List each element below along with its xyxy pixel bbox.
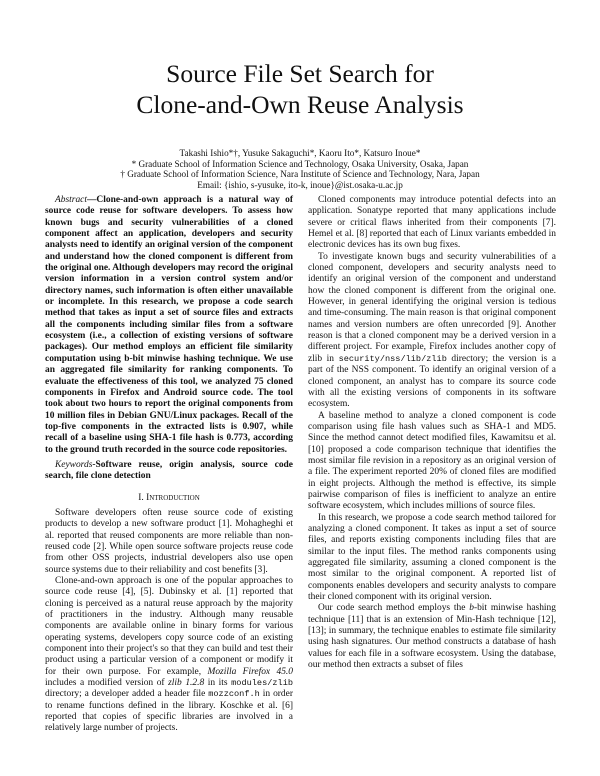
paragraph-text: Our code search method employs the xyxy=(318,603,470,614)
code-path: mozzconf.h xyxy=(208,689,260,700)
keywords xyxy=(45,460,293,483)
paragraph xyxy=(308,411,556,513)
paragraph-text: Clone-and-own approach is one of the popular approaches to source code reuse [4], [5]. Dubinsky et al. [1] reported that cloning is perceived as a natural reuse approach by the majority of practitioners in the industry. Although many reusable components are available online in binary forms for various operating systems, developers copy source code of an existing component into their project's so that they can build and test their product using a particular version of a component or modify it for their own purpose. For example, xyxy=(45,576,293,677)
paragraph xyxy=(45,508,293,576)
paragraph-text: directory; a developer added a header file xyxy=(45,689,209,700)
author-block xyxy=(0,148,600,190)
abstract-text: —Clone-and-own approach is a natural way of source code reuse for software developers. To assess how known bugs and security vulnerabilities of a cloned component affect an application, developers and security analysts need to identify an original version of the component and understand how the cloned component is different from the original one. Although developers may record the original version information in a version control system and/or directory names, such information is often either unavailable or incomplete. In this research, we propose a code search method that takes as input a set of source files and extracts all the components including similar files from a software ecosystem (i.e., a collection of existing versions of software packages). Our method employs an efficient file similarity computation using b-bit minwise hashing technique. We use an aggregated file similarity for ranking components. To evaluate the effectiveness of this tool, we analyzed 75 cloned components in Firefox and Android source code. The tool took about two hours to report the original components from 10 million files in Debian GNU/Linux packages. Recall of the top-five components in the extracted lists is 0.907, while recall of a baseline using SHA-1 file hash is 0.773, according to the ground truth recorded in the source code repositories. xyxy=(45,195,293,455)
paragraph-text: A baseline method to analyze a cloned component is code comparison using file hash values such as SHA-1 and MD5. Since the method cannot detect modified files, Kawamitsu et al. [10] proposed a code comparison technique that identifies the most similar file revision in a repository as an original version of a file. The experiment reported 20% of cloned files are modified in eight projects. Although the method is effective, its simple pairwise comparison of files is inefficient to analyze an entire software ecosystem, which includes millions of source files. xyxy=(308,410,556,512)
paragraph xyxy=(308,513,556,604)
left-column xyxy=(45,195,293,735)
paragraph xyxy=(308,252,556,411)
paragraph-text: in order to rename functions defined in the library. Koschke et al. [6] reported that copies of specific libraries are involved in a relatively large number of projects. xyxy=(45,689,293,734)
paragraph-text: To investigate known bugs and security vulnerabilities of a cloned component, developers and security analysts need to identify an original version of the component and understand how the cloned component is different from the original one. However, in general identifying the original version is tedious and time-consuming. The main reason is that original component names and version numbers are often unrecorded [9]. Another reason is that a cloned component may be a derived version in a different project. For example, Firefox includes another copy of zlib in xyxy=(308,251,556,364)
paragraph xyxy=(308,195,556,252)
paragraph-text: Cloned components may introduce potential defects into an application. Sonatype reported that many applications include severe or critical flaws inherited from their components [7]. Hemel et al. [8] reported that each of Linux variants embedded in electronic devices has its own bug fixes. xyxy=(308,195,556,251)
paragraph-text: directory; the version is a part of the NSS component. To identify an original version of a cloned component, an analyst has to compare its source code with all the existing versions of components in its software ecosystem. xyxy=(308,353,557,410)
title-line-2: Clone-and-Own Reuse Analysis xyxy=(136,90,464,119)
code-path: modules/zlib xyxy=(231,678,294,689)
paragraph xyxy=(45,576,293,735)
keywords-text: -Software reuse, origin analysis, source code search, file clone detection xyxy=(45,459,293,482)
affiliation-osaka: * Graduate School of Information Science and Technology, Osaka University, Osaka, Japan xyxy=(131,158,469,169)
author-names: Takashi Ishio*†, Yusuke Sakaguchi*, Kaoru Ito*, Katsuro Inoue* xyxy=(179,148,421,158)
paragraph-text: includes a modified version of xyxy=(45,678,169,689)
paragraph-text: in its xyxy=(204,678,232,689)
affiliation-nara: † Graduate School of Information Science, Nara Institute of Science and Technology, Nara, Japan xyxy=(120,169,480,180)
paragraph-text: -bit minwise hashing technique [11] that is an extension of Min-Hash technique [12], [13]; in summary, the technique enables to estimate file similarity using hash signatures. Our method constructs a database of hash values for each file in a software ecosystem. Using the database, our method then extracts a subset of files xyxy=(308,603,556,671)
author-email: Email: {ishio, s-yusuke, ito-k, inoue}@ist.osaka-u.ac.jp xyxy=(197,179,403,190)
paragraph xyxy=(308,603,556,671)
code-path: security/nss/lib/zlib xyxy=(338,353,447,364)
keywords-label: Keywords xyxy=(55,459,93,470)
paragraph-text: Software developers often reuse source code of existing products to develop a new software product [1]. Mohagheghi et al. reported that reused components are more reliable than non-reused code [2]. While open source software projects reuse code from other OSS projects, industrial developers also use open source systems due to their reliability and cost benefits [3]. xyxy=(45,507,293,575)
italic-text: Mozilla Firefox 45.0 xyxy=(207,666,293,677)
right-column xyxy=(308,195,556,671)
abstract-label: Abstract xyxy=(55,195,87,205)
italic-text: b xyxy=(469,603,474,614)
introduction-body-right xyxy=(308,195,556,671)
abstract xyxy=(45,195,293,456)
paper-title xyxy=(0,58,600,120)
title-line-1: Source File Set Search for xyxy=(166,59,434,88)
paragraph-text: In this research, we propose a code search method tailored for analyzing a cloned component. It takes as input a set of source files, and reports existing components including files that are similar to the input files. The method ranks components using aggregated file similarity, assuming a cloned component is the most similar to the original component. A reported list of components enables developers and security analysts to compare their cloned component with its original version. xyxy=(308,512,556,603)
italic-text: zlib 1.2.8 xyxy=(168,678,205,689)
introduction-body-left xyxy=(45,508,293,735)
section-heading-introduction: I. Introduction xyxy=(138,492,200,503)
